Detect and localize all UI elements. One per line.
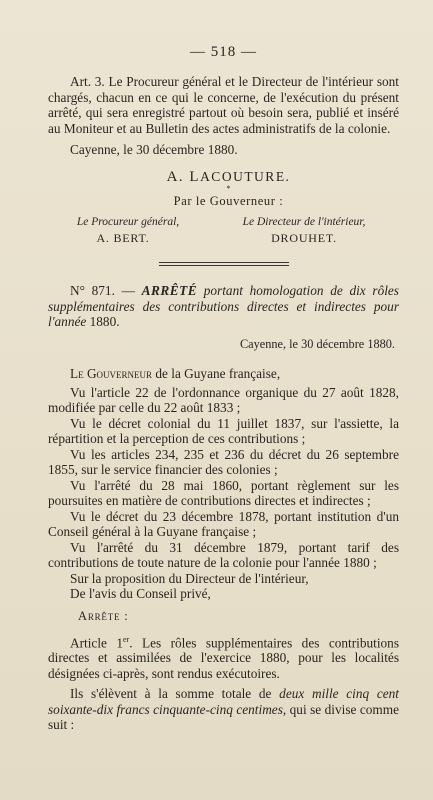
place-date-1: Cayenne, le 30 décembre 1880. [70, 142, 238, 157]
final-start: Ils s'élèvent à la somme totale de [70, 686, 280, 702]
decree-number: N° 871. — [70, 283, 142, 298]
procureur-name: A. BERT. [96, 231, 150, 245]
decree-year: 1880. [89, 314, 120, 329]
article-1-sup: er [123, 634, 130, 644]
consideration-3: Vu les articles 234, 235 et 236 du décret du 26 septembre 1855, sur le service financier des colonies ; [48, 446, 399, 477]
section-divider [159, 262, 289, 266]
final-end: , qui se divise comme suit : [48, 701, 399, 733]
article-1-text: . Les rôles supplémentaires des contributions directes et assimilées de l'exercice 1880, pour les localités désignées ci-après, sont rendus exécutoires. [48, 634, 400, 681]
article-1 [48, 632, 399, 682]
avis-line: De l'avis du Conseil privé, [70, 586, 211, 601]
signatories-names [48, 231, 399, 245]
gouverneur-line [70, 366, 399, 382]
arrete-heading: Arrête : [78, 608, 129, 623]
consideration-5: Vu le décret du 23 décembre 1878, portant institution d'un Conseil général à la Guyane française ; [48, 508, 399, 539]
signature-surname: ACOUTURE. [200, 169, 291, 184]
procureur-title: Le Procureur général, [76, 216, 180, 228]
consideration-4: Vu l'arrêté du 28 mai 1860, portant règlement sur les poursuites en matière de contributions directes et indirectes ; [48, 477, 399, 508]
consideration-6: Vu l'arrêté du 31 décembre 1879, portant tarif des contributions de toute nature de la colonie pour l'année 1880 ; [48, 539, 399, 570]
directeur-title: Le Directeur de l'intérieur, [242, 216, 366, 228]
place-date-2: Cayenne, le 30 décembre 1880. [239, 336, 395, 351]
article-3: Art. 3. Le Procureur général et le Directeur de l'intérieur sont chargés, chacun en ce qui le concerne, de l'exécution du présent arrêté, qui sera enregistré partout où besoin sera, publié et inséré au Moniteur et au Bulletin des actes administratifs de la colonie. [48, 74, 399, 136]
asterisk-mark: * [226, 184, 231, 193]
gouverneur-label: Le Gouverneur [70, 365, 153, 381]
directeur-name: DROUHET. [271, 231, 337, 245]
final-amount: deux mille cinq cent soixante-dix francs cinquante-cinq centimes [48, 686, 400, 717]
consideration-2: Vu le décret colonial du 11 juillet 1837, sur l'assiette, la répartition et la perception de ces contributions ; [48, 415, 399, 446]
decree-description: portant homologation de dix rôles supplémentaires des contributions directes et indirectes pour l'année [48, 283, 399, 329]
proposal-line: Sur la proposition du Directeur de l'intérieur, [70, 570, 309, 586]
decree-heading [48, 283, 399, 330]
final-paragraph [48, 686, 399, 733]
consideration-1: Vu l'article 22 de l'ordonnance organique du 27 août 1828, modifiée par celle du 22 août 1833 ; [48, 384, 399, 415]
par-le-gouverneur: Par le Gouverneur : [173, 194, 284, 208]
signatories-titles [48, 215, 399, 229]
decree-title-word: ARRÊTÉ [141, 283, 198, 298]
gouverneur-rest: de la Guyane française, [152, 365, 281, 381]
page-number: — 518 — [190, 44, 257, 60]
signature-initial: A. L [166, 169, 201, 185]
article-1-prefix: Article 1 [70, 634, 123, 650]
